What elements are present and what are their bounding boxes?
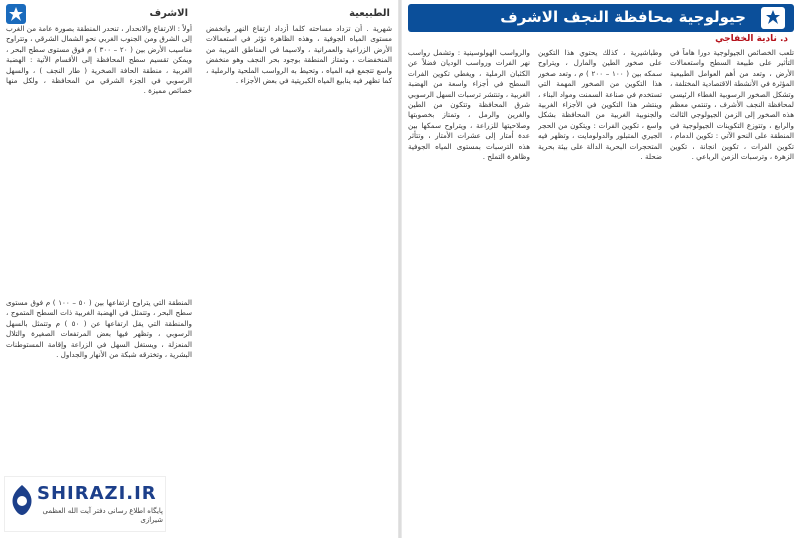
article-title: جيولوجية محافظة النجف الاشرف: [500, 8, 746, 26]
watermark-logo-icon: [9, 483, 35, 517]
column-2-text: وطباشيرية ، كذلك يحتوي هذا التكوين على صخور الطين والمارل ، ويتراوح سمكه بين ( ١٠٠ – ٢٠٠ ) م ، وتعد صخور هذا التكوين من الصخور المهمة التي تستخدم في صناعة السمنت ومواد البناء ، وينتشر هذا التكوين في الأجزاء الغربية والجنوبية الغربية من المحافظة بشكل واسع ، تكوين الفرات : ويتكون من الحجر الجيري المتبلور والدولومايت ، وتظهر فيه المتحجرات البحرية الدالة على بيئة بحرية ضحلة .: [538, 48, 662, 162]
column-2: [538, 48, 662, 530]
watermark-subtitle: پایگاه اطلاع رسانی دفتر آیت الله العظمی شیرازی: [42, 507, 163, 524]
section-heading-a: الاشرف: [149, 8, 188, 19]
right-page: [402, 0, 800, 538]
column-6-text: المنطقة التي يتراوح ارتفاعها بين ( ٥٠ – ١٠٠ ) م فوق مستوى سطح البحر ، وتتمثل في الهضبة الغربية ذات السطح المتموج ، والمنطقة التي يقل ارتفاعها عن ( ٥٠ ) م وتتمثل بالسهل الرسوبي ، وتظهر فيها بعض المرتفعات الصغيرة والتلال المنعزلة ، ويستغل السهل في الزراعة وإقامة المستوطنات البشرية ، وتخترقه شبكة من الأنهار والجداول .: [6, 298, 192, 360]
column-6: [6, 298, 192, 468]
magazine-logo-icon: [4, 2, 28, 26]
article-header: [408, 4, 794, 32]
magazine-logo-icon: [758, 6, 788, 30]
left-page: [0, 0, 398, 538]
column-4: [206, 24, 392, 530]
watermark-name: SHIRAZI.IR: [37, 483, 157, 504]
column-1: [670, 48, 794, 530]
author-name: د. نادية الخفاجي: [715, 34, 788, 44]
column-5-text: أولاً : الارتفاع والانحدار ، تنحدر المنطقة بصورة عامة من الغرب إلى الشرق ومن الجنوب الغربي نحو الشمال الشرقي ، وتتراوح مناسيب الأرض بين ( ٢٠ – ٣٠٠ ) م فوق مستوى سطح البحر ، ويمكن تقسيم سطح المحافظة إلى الأقسام الآتية : الهضبة الغربية ، منطقة الحافة الصخرية ( طار النجف ) ، والسهل الرسوبي في الجزء الشرقي من المحافظة ، ولكل منها خصائص مميزة .: [6, 24, 192, 96]
column-1-text: تلعب الخصائص الجيولوجية دورا هاماً في التأثير على طبيعة السطح واستعمالات الأرض ، وتعد من أهم العوامل الطبيعية المؤثرة في الأنشطة الاقتصادية المختلفة ، وتشكل الصخور الرسوبية الغطاء الرئيسي لمحافظة النجف الأشرف ، وتنتمي معظم هذه الصخور إلى الزمن الجيولوجي الثالث والرابع ، وتتوزع التكوينات الجيولوجية في المنطقة على النحو الآتي : تكوين الدمام ، تكوين الفرات ، تكوين انجانة ، تكوين الزهرة ، وترسبات الزمن الرباعي .: [670, 48, 794, 162]
column-3-text: والرواسب الهولوسينية : وتشمل رواسب نهر الفرات ورواسب الوديان فضلاً عن الكثبان الرملية ، ويغطي تكوين الفرات السطح في أجزاء واسعة من الهضبة الغربية ، وتنتشر ترسبات السهل الرسوبي شرق المحافظة وتتكون من الطين والغرين والرمل ، وتمتاز بخصوبتها وصلاحيتها للزراعة ، ويتراوح سمكها بين عدة أمتار إلى عشرات الأمتار ، وتتأثر هذه الترسبات بمستوى المياه الجوفية وظاهرة التملح .: [408, 48, 530, 162]
column-5: [6, 24, 192, 292]
column-4-text: شهرية . أن تزداد مساحته كلما أزداد ارتفاع النهر وانخفض مستوى المياه الجوفية ، وهذه الظاهرة تؤثر في استعمالات الأرض الزراعية والعمرانية ، ولاسيما في المناطق القريبة من المنخفضات ، وتمتاز المنطقة بوجود بحر النجف وهو منخفض واسع تتجمع فيه المياه ، وتحيط به الرواسب الملحية والرملية ، كما تظهر فيه ينابيع المياه الكبريتية في بعض الأجزاء .: [206, 24, 392, 86]
column-3: [408, 48, 530, 530]
watermark: [4, 476, 166, 532]
section-heading-b: الطبيعية: [349, 8, 390, 19]
